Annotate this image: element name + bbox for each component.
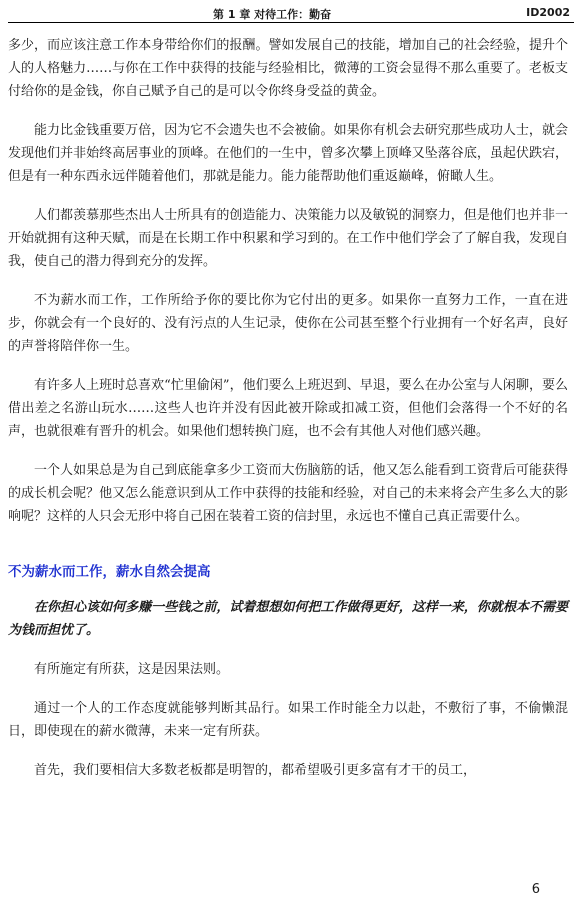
quote: 在你担心该如何多赚一些钱之前，试着想想如何把工作做得更好，这样一来，你就根本不需要为钱而担忧了。 [8,600,568,638]
chapter-title: 第 1 章 对待工作：勤奋 [213,8,332,21]
page-header [8,4,574,23]
document-code: ID2002 [526,6,570,19]
paragraph: 人们都羡慕那些杰出人士所具有的创造能力、决策能力以及敏锐的洞察力，但是他们也并非一开始就拥有这种天赋，而是在长期工作中积累和学习到的。在工作中他们学会了了解自我，发现自我，使自己的潜力得到充分的发挥。 [8,208,568,269]
page-body [8,34,568,782]
paragraph: 不为薪水而工作，工作所给予你的要比你为它付出的更多。如果你一直努力工作，一直在进步，你就会有一个良好的、没有污点的人生记录，使你在公司甚至整个行业拥有一个好名声，良好的声誉将陪伴你一生。 [8,293,568,354]
page-number: 6 [531,882,540,897]
paragraph: 首先，我们要相信大多数老板都是明智的，都希望吸引更多富有才干的员工， [34,763,477,778]
paragraph: 多少，而应该注意工作本身带给你们的报酬。譬如发展自己的技能，增加自己的社会经验，提升个人的人格魅力……与你在工作中获得的技能与经验相比，微薄的工资会显得不那么重要了。老板支付给你的是金钱，你自己赋予自己的是可以令你终身受益的黄金。 [8,38,568,99]
paragraph: 有许多人上班时总喜欢“忙里偷闲”，他们要么上班迟到、早退，要么在办公室与人闲聊，要么借出差之名游山玩水……这些人也许并没有因此被开除或扣减工资，但他们会落得一个不好的名声，也就很难有晋升的机会。如果他们想转换门庭，也不会有其他人对他们感兴趣。 [8,378,568,439]
section-heading: 不为薪水而工作，薪水自然会提高 [8,564,211,580]
paragraph: 一个人如果总是为自己到底能拿多少工资而大伤脑筋的话，他又怎么能看到工资背后可能获得的成长机会呢？他又怎么能意识到从工作中获得的技能和经验，对自己的未来将会产生多么大的影响呢？这样的人只会无形中将自己困在装着工资的信封里，永远也不懂自己真正需要什么。 [8,463,568,524]
paragraph: 通过一个人的工作态度就能够判断其品行。如果工作时能全力以赴，不敷衍了事，不偷懒混日，即使现在的薪水微薄，未来一定有所获。 [8,701,568,739]
paragraph: 有所施定有所获，这是因果法则。 [34,662,230,677]
paragraph: 能力比金钱重要万倍，因为它不会遗失也不会被偷。如果你有机会去研究那些成功人士，就会发现他们并非始终高居事业的顶峰。在他们的一生中，曾多次攀上顶峰又坠落谷底，虽起伏跌宕，但是有一种东西永远伴随着他们，那就是能力。能力能帮助他们重返巅峰，俯瞰人生。 [8,123,568,184]
